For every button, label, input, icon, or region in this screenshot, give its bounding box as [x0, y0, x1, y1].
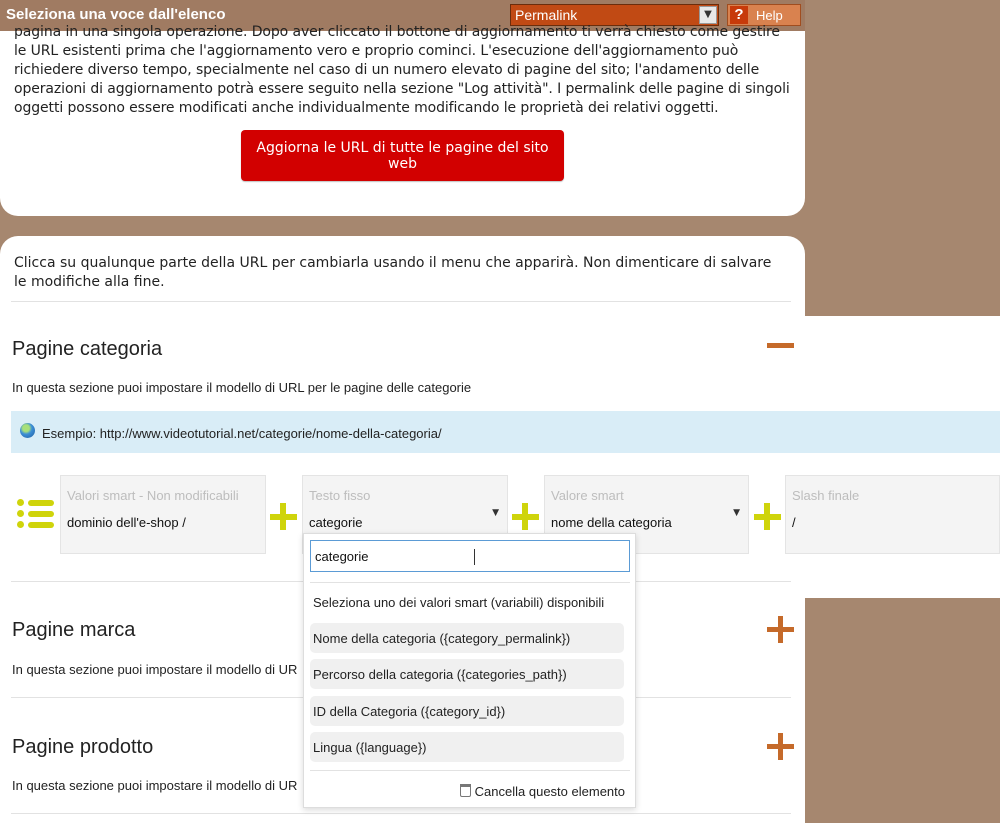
smart-value-dropdown	[303, 533, 636, 808]
text-cursor-icon	[474, 549, 475, 565]
add-segment-plus-icon[interactable]	[754, 503, 781, 530]
collapse-icon[interactable]	[767, 343, 794, 348]
url-example-text: Esempio: http://www.videotutorial.net/categorie/nome-della-categoria/	[42, 426, 442, 441]
divider	[11, 813, 791, 814]
question-icon: ?	[730, 6, 748, 24]
caret-down-icon[interactable]: ▼	[492, 508, 499, 518]
list-icon[interactable]	[17, 499, 54, 529]
section-select-value: Permalink	[515, 7, 578, 23]
trash-icon	[460, 784, 471, 797]
permalink-intro: Clicca su qualunque parte della URL per cambiarla usando il menu che apparirà. Non dimenticare di salvare le modifiche alla fine.	[14, 255, 772, 290]
segment-type-label: Valore smart	[551, 488, 624, 503]
url-segment-shop-domain[interactable]	[60, 475, 266, 554]
update-card	[0, 24, 805, 216]
section-desc-category: In questa sezione puoi impostare il modello di URL per le pagine delle categorie	[12, 380, 472, 395]
dropdown-item[interactable]: Percorso della categoria ({categories_path})	[310, 659, 624, 689]
caret-down-icon[interactable]: ▼	[733, 508, 740, 518]
url-segment-trailing-slash[interactable]	[785, 475, 1000, 554]
section-desc-product: In questa sezione puoi impostare il modello di UR	[12, 778, 298, 793]
add-segment-plus-icon[interactable]	[270, 503, 297, 530]
segment-type-label: Slash finale	[792, 488, 860, 503]
panel-title: Seleziona una voce dall'elenco	[6, 6, 226, 23]
segment-value: categorie	[309, 515, 363, 530]
divider	[310, 770, 630, 771]
segment-value: /	[792, 515, 796, 530]
chevron-down-icon[interactable]: ▼	[699, 6, 717, 24]
help-label: Help	[756, 8, 783, 23]
segment-value: nome della categoria	[551, 515, 672, 530]
section-desc-brand: In questa sezione puoi impostare il modello di UR	[12, 662, 298, 677]
add-segment-plus-icon[interactable]	[512, 503, 539, 530]
update-all-urls-button[interactable]: Aggiorna le URL di tutte le pagine del sito web	[241, 130, 564, 181]
section-title-brand: Pagine marca	[12, 619, 136, 641]
dropdown-item[interactable]: Nome della categoria ({category_permalink})	[310, 623, 624, 653]
segment-type-label: Valori smart - Non modificabili	[67, 488, 239, 503]
divider	[11, 301, 791, 302]
dropdown-item[interactable]: ID della Categoria ({category_id})	[310, 696, 624, 726]
dropdown-item[interactable]: Lingua ({language})	[310, 732, 624, 762]
url-example-box	[11, 411, 1000, 453]
expand-icon[interactable]	[767, 733, 794, 760]
section-title-category: Pagine categoria	[12, 338, 163, 360]
delete-segment-button[interactable]: Cancella questo elemento	[460, 784, 625, 799]
fixed-text-input[interactable]	[310, 540, 630, 572]
segment-type-label: Testo fisso	[309, 488, 371, 503]
expand-icon[interactable]	[767, 616, 794, 643]
section-title-product: Pagine prodotto	[12, 736, 154, 758]
dropdown-heading: Seleziona uno dei valori smart (variabili) disponibili	[313, 595, 605, 610]
globe-icon	[20, 423, 35, 438]
divider	[310, 582, 630, 583]
segment-value: dominio dell'e-shop /	[67, 515, 186, 530]
update-description: pagina in una singola operazione. Dopo aver cliccato il bottone di aggiornamento ti verrà chiesto come gestire le URL esistenti prima che l'aggiornamento vero e proprio cominci. L'esecuzione dell'aggiornamento può richiedere diverso tempo, specialmente nel caso di un numero elevato di pagine del sito; l'andamento delle operazioni di aggiornamento potrà essere seguito nella sezione "Log attività". I permalink delle pagine di singoli oggetti possono essere modificati anche individualmente modificando le proprietà dei relativi oggetti.	[14, 24, 790, 116]
